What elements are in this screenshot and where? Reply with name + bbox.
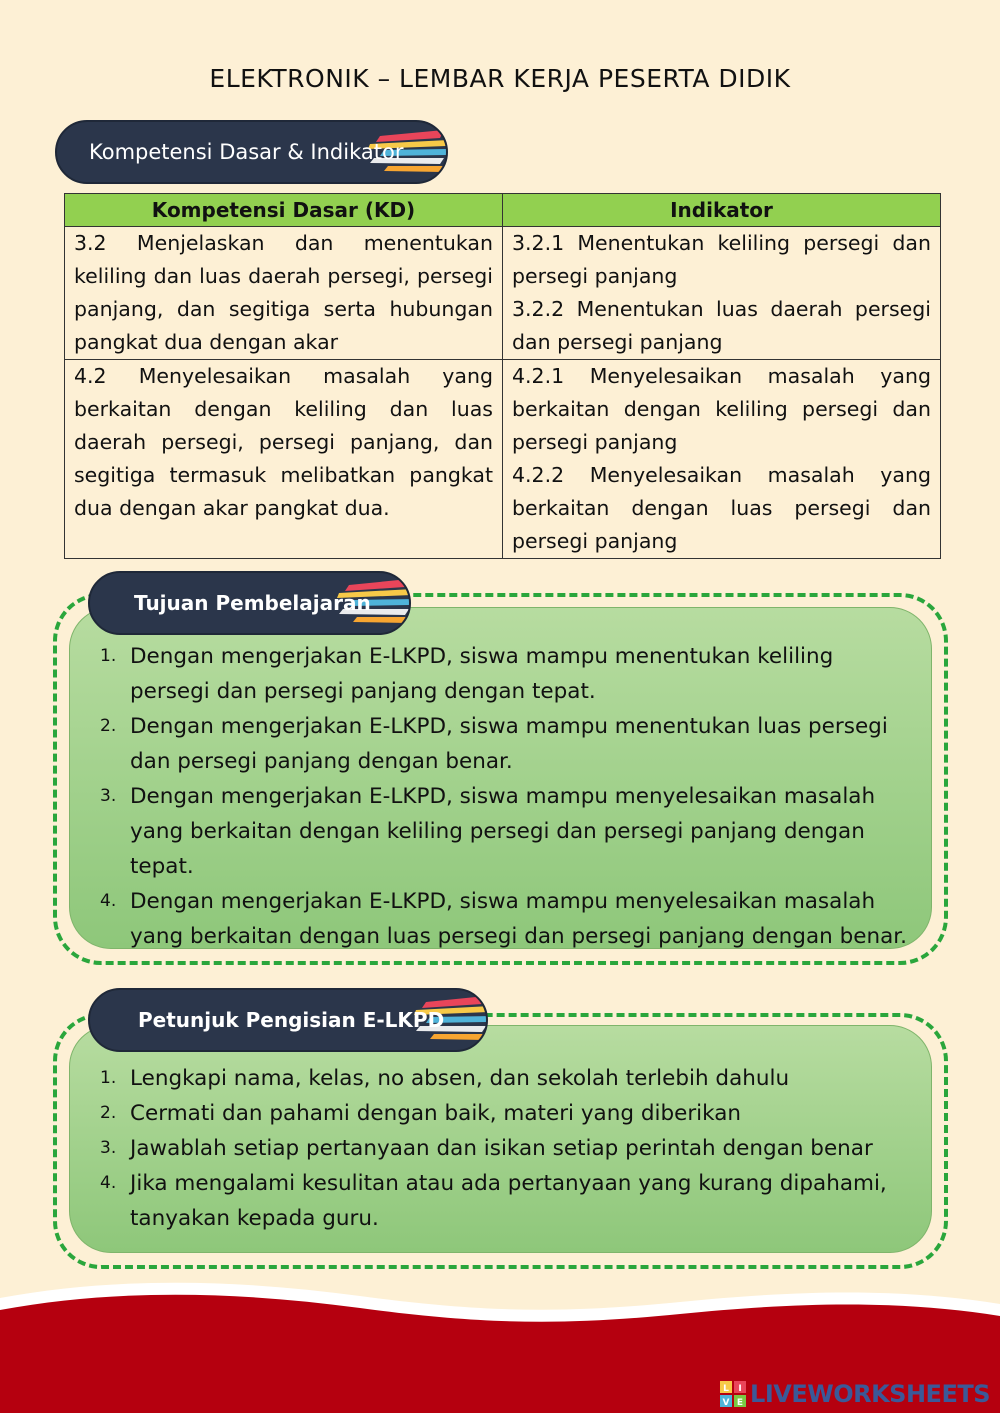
table-cell-indikator [503, 227, 941, 360]
logo-letter: E [736, 1398, 744, 1407]
list-text: Dengan mengerjakan E-LKPD, siswa mampu menyelesaikan masalah yang berkaitan dengan keliling persegi dan persegi panjang dengan tepat. [130, 784, 876, 879]
list-item [88, 639, 908, 709]
table-header-kd: Kompetensi Dasar (KD) [65, 194, 503, 227]
list-number: 3. [100, 1138, 117, 1158]
table-row [65, 227, 941, 360]
section-header-label: Petunjuk Pengisian E-LKPD [138, 1008, 445, 1032]
list-text: Jika mengalami kesulitan atau ada pertanyaan yang kurang dipahami, tanyakan kepada guru. [130, 1171, 887, 1231]
list-text: Jawablah setiap pertanyaan dan isikan setiap perintah dengan benar [130, 1136, 873, 1161]
list-number: 1. [100, 1068, 117, 1088]
table-cell-kd: 3.2 Menjelaskan dan menentukan keliling dan luas daerah persegi, persegi panjang, dan segitiga serta hubungan pangkat dua dengan akar [65, 227, 503, 360]
list-text: Lengkapi nama, kelas, no absen, dan sekolah terlebih dahulu [130, 1066, 790, 1091]
section-header-label: Tujuan Pembelajaran [134, 591, 371, 615]
list-text: Dengan mengerjakan E-LKPD, siswa mampu menyelesaikan masalah yang berkaitan dengan luas persegi dan persegi panjang dengan benar. [130, 889, 907, 949]
liveworksheets-watermark [720, 1379, 990, 1409]
list-item [88, 709, 908, 779]
table-header-indikator: Indikator [503, 194, 941, 227]
table-row [65, 360, 941, 559]
list-item [88, 1166, 908, 1236]
list-text: Dengan mengerjakan E-LKPD, siswa mampu menentukan luas persegi dan persegi panjang dengan benar. [130, 714, 888, 774]
list-item [88, 1096, 908, 1131]
indikator-item: 3.2.1 Menentukan keliling persegi dan persegi panjang [512, 231, 931, 288]
list-number: 2. [100, 1103, 117, 1123]
list-number: 3. [100, 786, 117, 806]
indikator-item: 4.2.2 Menyelesaikan masalah yang berkaitan dengan luas persegi dan persegi panjang [512, 463, 931, 553]
list-number: 4. [100, 1173, 117, 1193]
list-text: Cermati dan pahami dengan baik, materi yang diberikan [130, 1101, 742, 1126]
section-header-tujuan [88, 571, 411, 635]
section-header-label: Kompetensi Dasar & Indikator [89, 140, 404, 164]
list-number: 2. [100, 716, 117, 736]
logo-letter: I [738, 1384, 742, 1394]
list-text: Dengan mengerjakan E-LKPD, siswa mampu menentukan keliling persegi dan persegi panjang dengan tepat. [130, 644, 834, 704]
watermark-text: LIVEWORKSHEETS [750, 1380, 990, 1408]
table-cell-kd: 4.2 Menyelesaikan masalah yang berkaitan dengan keliling dan luas daerah persegi, persegi panjang, dan segitiga termasuk melibatkan pangkat dua dengan akar pangkat dua. [65, 360, 503, 559]
section-header-kompetensi [55, 120, 448, 184]
liveworksheets-logo-icon [720, 1381, 746, 1407]
indikator-item: 3.2.2 Menentukan luas daerah persegi dan persegi panjang [512, 297, 931, 354]
petunjuk-list [88, 1061, 908, 1236]
list-item [88, 779, 908, 884]
indikator-item: 4.2.1 Menyelesaikan masalah yang berkaitan dengan keliling persegi dan persegi panjang [512, 364, 931, 454]
list-item [88, 884, 908, 954]
list-number: 4. [100, 891, 117, 911]
tujuan-list [88, 639, 908, 954]
list-item [88, 1061, 908, 1096]
logo-letter: V [722, 1398, 730, 1407]
logo-letter: L [723, 1384, 729, 1394]
section-header-petunjuk [88, 988, 488, 1052]
table-header-row [65, 194, 941, 227]
page-title: ELEKTRONIK – LEMBAR KERJA PESERTA DIDIK [209, 64, 791, 93]
table-cell-indikator [503, 360, 941, 559]
kd-indikator-table [64, 193, 941, 559]
list-number: 1. [100, 646, 117, 666]
list-item [88, 1131, 908, 1166]
